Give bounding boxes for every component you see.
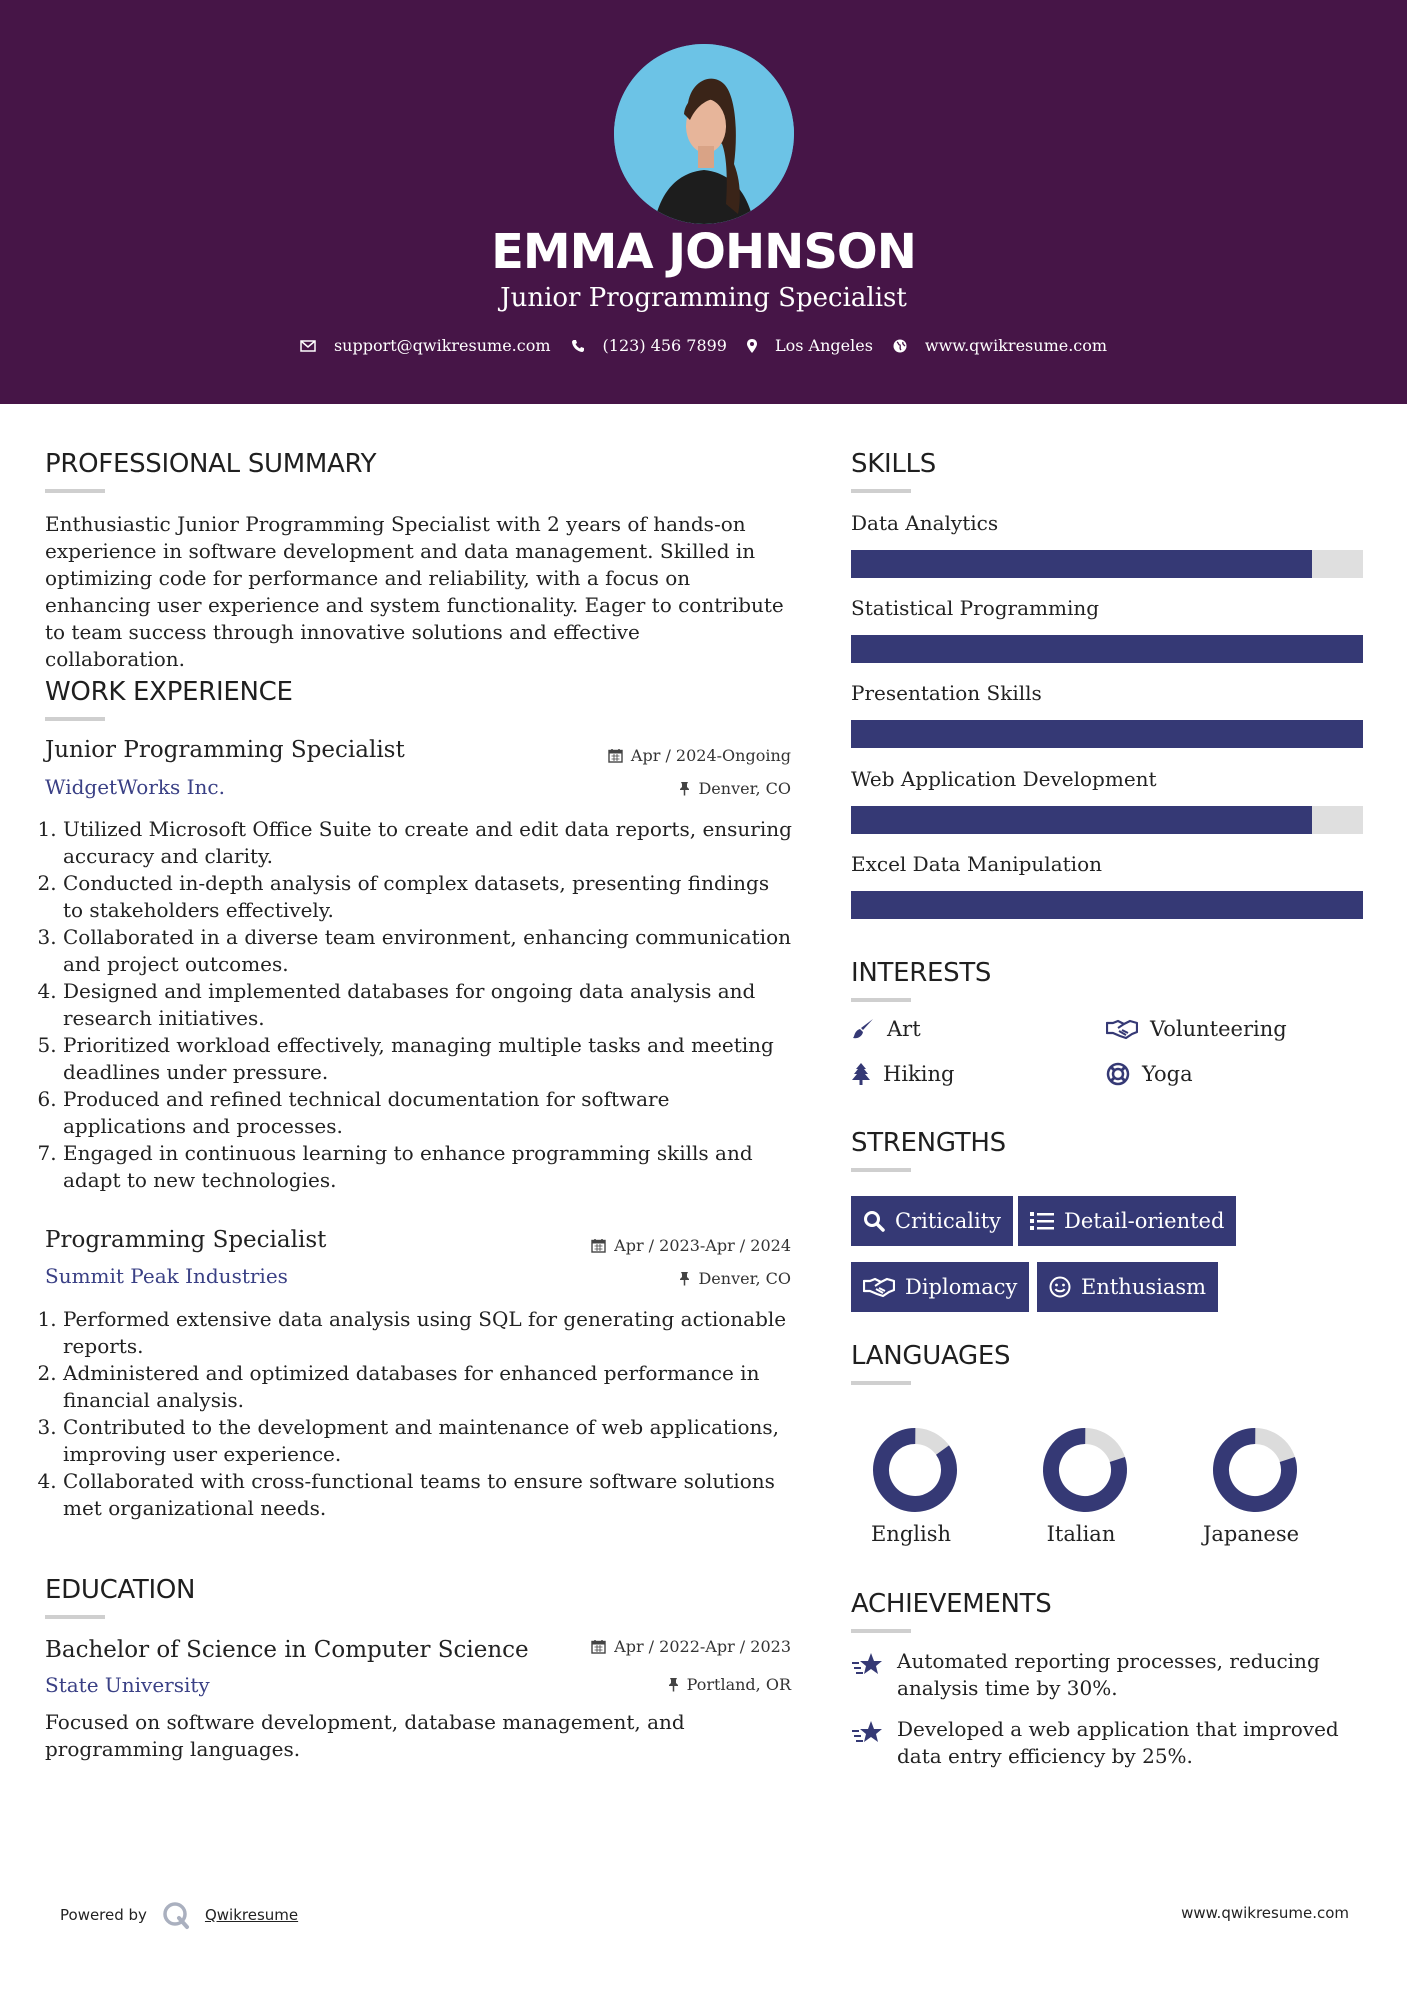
pushpin-icon [679, 781, 690, 796]
list-item: 4. Collaborated with cross-functional teams to ensure software solutions met organizational needs. [63, 1468, 795, 1522]
job-location [679, 1269, 791, 1288]
job-dates-text: Apr / 2023-Apr / 2024 [614, 1236, 791, 1255]
globe-icon [893, 339, 907, 353]
skills-heading: SKILLS [851, 449, 936, 479]
strength-label: Criticality [895, 1209, 1001, 1233]
contact-phone[interactable] [571, 336, 727, 355]
section-divider [45, 717, 105, 721]
list-item: 6. Produced and refined technical documentation for software applications and processes. [63, 1086, 795, 1140]
star-icon [851, 1652, 883, 1678]
tree-icon [851, 1062, 871, 1086]
job-location-text: Denver, CO [698, 779, 791, 798]
contact-website[interactable] [893, 336, 1107, 355]
candidate-title: Junior Programming Specialist [500, 283, 907, 313]
job-title: Junior Programming Specialist [45, 737, 405, 763]
section-divider [851, 489, 911, 493]
interest-label: Yoga [1142, 1062, 1193, 1086]
skill-label: Excel Data Manipulation [851, 852, 1102, 876]
phone-text: (123) 456 7899 [602, 336, 727, 355]
education-dates-text: Apr / 2022-Apr / 2023 [614, 1637, 791, 1656]
candidate-name: EMMA JOHNSON [491, 224, 916, 280]
list-item: 1. Performed extensive data analysis using SQL for generating actionable reports. [63, 1306, 795, 1360]
strength-tag [1037, 1262, 1218, 1312]
interest-item [851, 1062, 954, 1086]
calendar-icon [608, 748, 623, 763]
powered-by-text: Powered by [60, 1906, 147, 1924]
strength-label: Detail-oriented [1064, 1209, 1225, 1233]
calendar-icon [591, 1639, 606, 1654]
interest-label: Hiking [883, 1062, 955, 1086]
avatar [614, 44, 794, 224]
language-donut [1035, 1420, 1135, 1520]
language-label: Italian [1046, 1522, 1116, 1546]
donut-fill [1212, 1427, 1298, 1513]
degree-title: Bachelor of Science in Computer Science [45, 1637, 529, 1663]
contact-location [747, 336, 873, 355]
job-dates [591, 1236, 791, 1255]
map-pin-icon [747, 339, 757, 353]
company-name: Summit Peak Industries [45, 1264, 288, 1288]
school-name: State University [45, 1673, 210, 1697]
interest-label: Volunteering [1150, 1017, 1287, 1041]
section-divider [45, 1615, 105, 1619]
email-text: support@qwikresume.com [333, 336, 551, 355]
experience-heading: WORK EXPERIENCE [45, 677, 293, 707]
website-text: www.qwikresume.com [924, 336, 1108, 355]
education-heading: EDUCATION [45, 1575, 196, 1605]
skill-bar [851, 806, 1363, 834]
skill-bar [851, 635, 1363, 663]
handshake-icon [1106, 1018, 1138, 1040]
envelope-icon [300, 340, 316, 352]
location-text: Los Angeles [774, 336, 873, 355]
list-item: 7. Engaged in continuous learning to enhance programming skills and adapt to new technologies. [63, 1140, 795, 1194]
interest-item [851, 1017, 921, 1041]
strengths-heading: STRENGTHS [851, 1128, 1006, 1158]
language-donut [1205, 1420, 1305, 1520]
footer-website[interactable]: www.qwikresume.com [1181, 1904, 1349, 1922]
achievement-text: Automated reporting processes, reducing analysis time by 30%. [897, 1649, 1320, 1700]
donut-fill [1042, 1427, 1128, 1513]
summary-text: Enthusiastic Junior Programming Specialist with 2 years of hands-on experience in software development and data management. Skilled in optimizing code for performance and reliability, with a focus on enhancing user experience and system functionality. Eager to contribute to team success through innovative solutions and effective collaboration. [45, 512, 784, 671]
skill-label: Data Analytics [851, 511, 999, 535]
brand-link[interactable]: Qwikresume [204, 1906, 299, 1924]
list-item: 1. Utilized Microsoft Office Suite to create and edit data reports, ensuring accuracy and clarity. [63, 816, 795, 870]
search-icon [863, 1210, 885, 1232]
strength-tag [851, 1196, 1013, 1246]
achievement-text: Developed a web application that improved data entry efficiency by 25%. [897, 1717, 1339, 1768]
education-location [668, 1675, 791, 1694]
achievements-heading: ACHIEVEMENTS [851, 1589, 1052, 1619]
section-divider [851, 1168, 911, 1172]
skill-label: Web Application Development [851, 767, 1157, 791]
education-dates [591, 1637, 791, 1656]
languages-heading: LANGUAGES [851, 1341, 1011, 1371]
interest-label: Art [887, 1017, 921, 1041]
section-divider [851, 1381, 911, 1385]
skill-label: Statistical Programming [851, 596, 1100, 620]
list-icon [1030, 1211, 1054, 1231]
lifering-icon [1106, 1062, 1130, 1086]
interest-item [1106, 1017, 1287, 1041]
job-location [679, 779, 791, 798]
job-dates [608, 746, 791, 765]
smile-icon [1049, 1276, 1071, 1298]
skill-bar [851, 720, 1363, 748]
pushpin-icon [679, 1271, 690, 1286]
paintbrush-icon [851, 1017, 875, 1041]
section-divider [851, 998, 911, 1002]
donut-fill [868, 1423, 963, 1518]
list-item: 3. Contributed to the development and maintenance of web applications, improving user experience. [63, 1414, 795, 1468]
calendar-icon [591, 1238, 606, 1253]
list-item: 2. Administered and optimized databases for enhanced performance in financial analysis. [63, 1360, 795, 1414]
achievement-item [851, 1716, 1371, 1770]
skill-bar-fill [851, 806, 1312, 834]
language-label: Japanese [1202, 1522, 1300, 1546]
skill-bar-fill [851, 891, 1363, 919]
education-description: Focused on software development, database management, and programming languages. [45, 1710, 685, 1761]
job-dates-text: Apr / 2024-Ongoing [630, 746, 791, 765]
summary-heading: PROFESSIONAL SUMMARY [45, 449, 377, 479]
list-item: 5. Prioritized workload effectively, managing multiple tasks and meeting deadlines under pressure. [63, 1032, 795, 1086]
contact-bar [0, 336, 1407, 355]
interest-item [1106, 1062, 1193, 1086]
footer-powered-by [60, 1900, 298, 1930]
contact-email[interactable] [300, 336, 551, 355]
strength-label: Enthusiasm [1081, 1275, 1207, 1299]
list-item: 2. Conducted in-depth analysis of complex datasets, presenting findings to stakeholders effectively. [63, 870, 795, 924]
language-label: English [870, 1522, 952, 1546]
skill-bar-fill [851, 720, 1363, 748]
skill-bar-fill [851, 550, 1312, 578]
education-location-text: Portland, OR [686, 1675, 791, 1694]
section-divider [851, 1629, 911, 1633]
language-donut [865, 1420, 965, 1520]
skill-bar [851, 550, 1363, 578]
star-icon [851, 1720, 883, 1746]
job-bullets [45, 1306, 795, 1522]
achievement-item [851, 1648, 1371, 1702]
job-bullets [45, 816, 795, 1194]
qwikresume-logo-icon [161, 1900, 191, 1930]
phone-icon [571, 339, 585, 353]
strength-label: Diplomacy [905, 1275, 1018, 1299]
pushpin-icon [668, 1677, 679, 1692]
company-name: WidgetWorks Inc. [45, 775, 225, 799]
interests-heading: INTERESTS [851, 958, 992, 988]
list-item: 4. Designed and implemented databases for ongoing data analysis and research initiatives. [63, 978, 795, 1032]
strength-tag [1018, 1196, 1236, 1246]
resume-header [0, 0, 1407, 404]
skill-bar-fill [851, 635, 1363, 663]
job-location-text: Denver, CO [698, 1269, 791, 1288]
skill-label: Presentation Skills [851, 681, 1042, 705]
strength-tag [851, 1262, 1029, 1312]
section-divider [45, 489, 105, 493]
skill-bar [851, 891, 1363, 919]
handshake-icon [863, 1276, 895, 1298]
job-title: Programming Specialist [45, 1227, 327, 1253]
list-item: 3. Collaborated in a diverse team environment, enhancing communication and project outcomes. [63, 924, 795, 978]
